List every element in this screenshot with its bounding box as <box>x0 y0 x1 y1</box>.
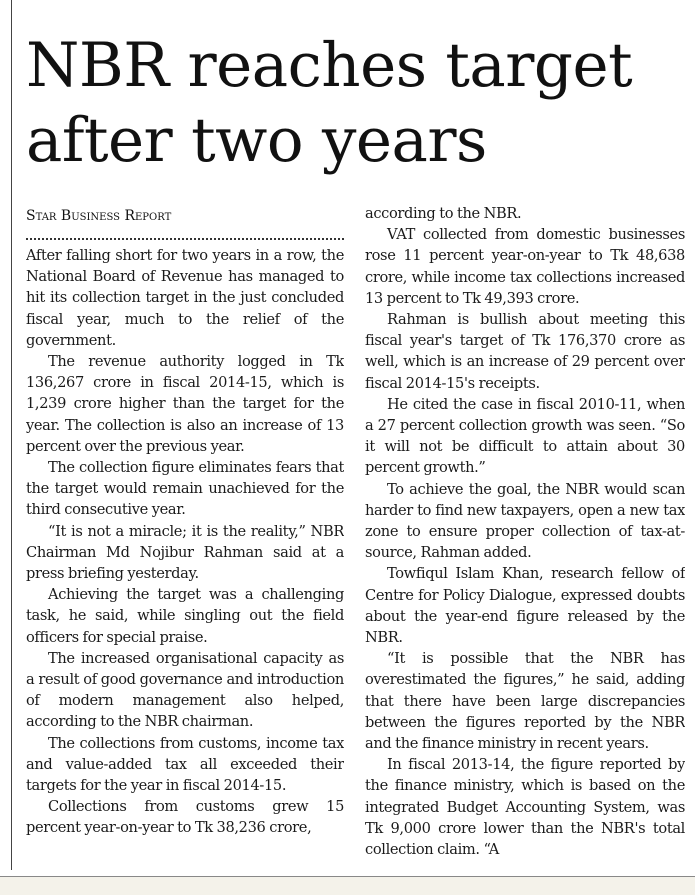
headline-line-2: after two years <box>26 105 487 176</box>
paragraph: Collections from customs grew 15 percent year-on-year to Tk 38,236 crore, <box>26 798 344 837</box>
paragraph: VAT collected from domestic businesses rose 11 percent year-on-year to Tk 48,638 crore, while income tax collections increased 13 percent to Tk 49,393 crore. <box>365 226 685 307</box>
paragraph: To achieve the goal, the NBR would scan harder to find new taxpayers, open a new tax zone to ensure proper collection of tax-at-source, Rahman added. <box>365 480 685 562</box>
paragraph: Towfiqul Islam Khan, research fellow of Centre for Policy Dialogue, expressed doubts about the year-end figure released by the NBR. <box>365 565 685 647</box>
paragraph: He cited the case in fiscal 2010-11, when a 27 percent collection growth was seen. “So it will not be difficult to attain about 30 percent growth.” <box>365 395 685 477</box>
clipping-bottom-edge <box>0 877 695 895</box>
paragraph: The revenue authority logged in Tk 136,267 crore in fiscal 2014-15, which is 1,239 crore higher than the target for the year. The collection is also an increase of 13 percent over the previous year. <box>26 353 344 455</box>
paragraph: Achieving the target was a challenging task, he said, while singling out the field officers for special praise. <box>26 586 344 646</box>
article-column-1 <box>26 245 344 865</box>
paragraph: After falling short for two years in a row, the National Board of Revenue has managed to hit its collection target in the just concluded fiscal year, much to the relief of the government. <box>26 247 344 349</box>
paragraph: The collection figure eliminates fears that the target would remain unachieved for the third consecutive year. <box>26 459 344 519</box>
paragraph: The increased organisational capacity as a result of good governance and introduction of modern management also helped, according to the NBR chairman. <box>26 649 344 731</box>
paragraph: Rahman is bullish about meeting this fiscal year's target of Tk 176,370 crore as well, which is an increase of 29 percent over fiscal 2014-15's receipts. <box>365 311 685 392</box>
paragraph: “It is not a miracle; it is the reality,” NBR Chairman Md Nojibur Rahman said at a press briefing yesterday. <box>26 522 344 583</box>
byline-dotted-rule <box>26 238 344 240</box>
paragraph: according to the NBR. <box>365 205 522 222</box>
paragraph: In fiscal 2013-14, the figure reported by the finance ministry, which is based on the integrated Budget Accounting System, was Tk 9,000 crore lower than the NBR's total collection claim. “A <box>365 756 685 859</box>
headline-line-1: NBR reaches target <box>26 30 633 101</box>
paragraph: “It is possible that the NBR has overestimated the figures,” he said, adding that there have been large discrepancies between the figures reported by the NBR and the finance ministry in recent years. <box>365 650 685 753</box>
byline: Star Business Report <box>26 208 172 224</box>
clipping-left-rule <box>11 0 12 870</box>
article-column-2 <box>365 203 685 865</box>
paragraph: The collections from customs, income tax and value-added tax all exceeded their targets for the year in fiscal 2014-15. <box>26 734 344 795</box>
headline <box>26 28 691 178</box>
